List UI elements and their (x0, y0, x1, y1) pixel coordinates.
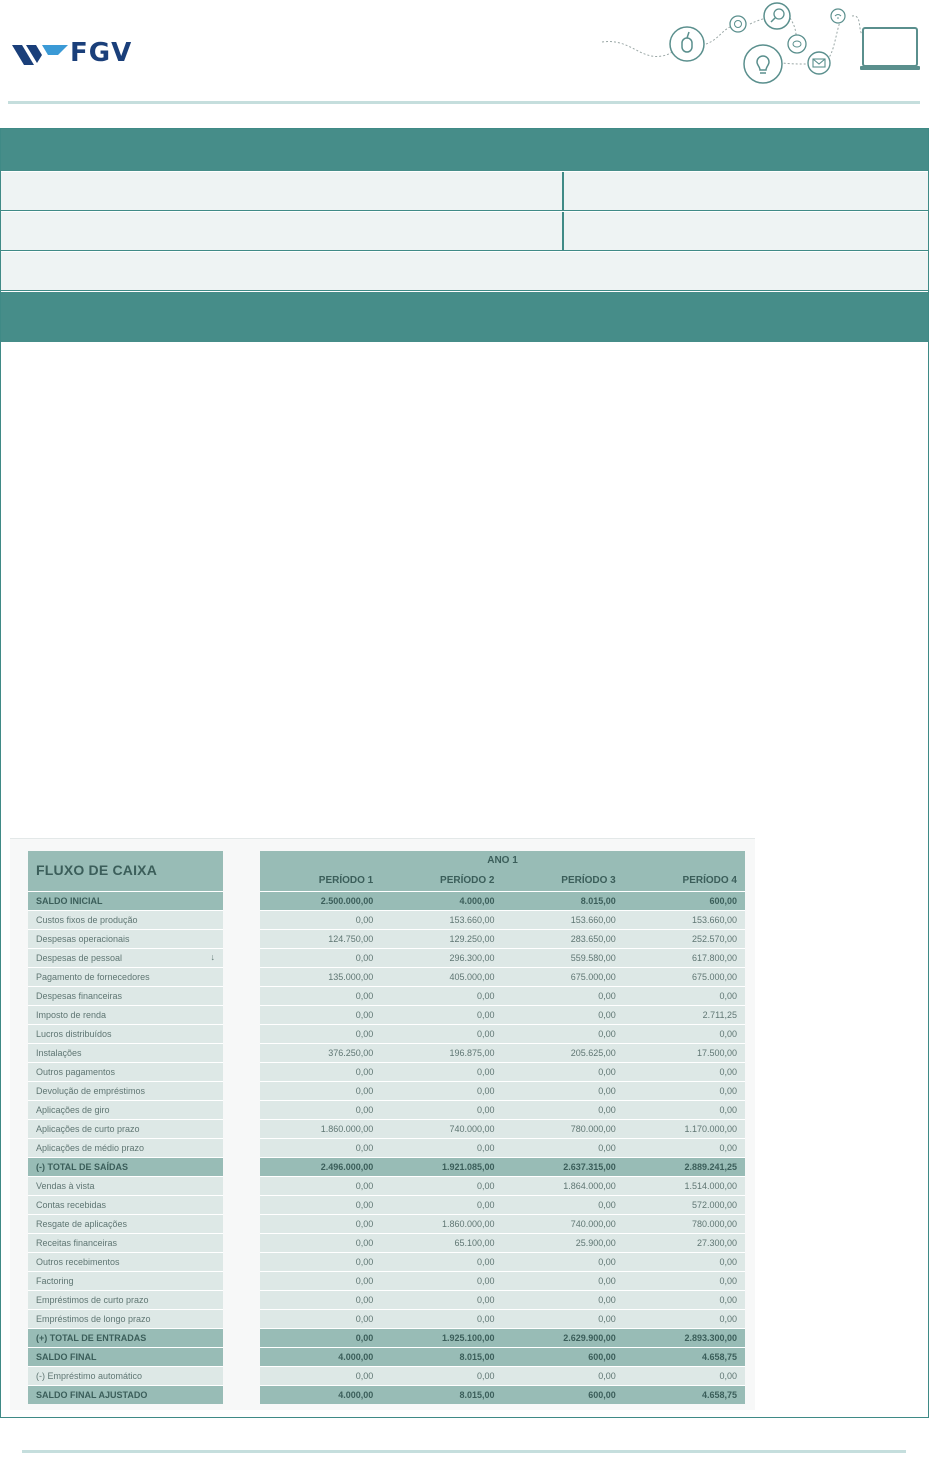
row-label-text: Imposto de renda (36, 1010, 107, 1020)
lightbulb-icon (744, 45, 782, 83)
cash-flow-row-values (260, 891, 745, 910)
cash-flow-cell: 0,00 (355, 1200, 374, 1210)
cash-flow-row-label (28, 1309, 223, 1328)
cash-flow-cell: 0,00 (476, 1200, 495, 1210)
cash-flow-row-label (28, 1157, 223, 1176)
cash-flow-cell: 0,00 (355, 1238, 374, 1248)
cash-flow-cell: 0,00 (598, 1029, 616, 1039)
row-label-text: (-) Empréstimo automático (36, 1371, 143, 1381)
form-row[interactable] (1, 211, 928, 251)
cash-flow-cell: 0,00 (476, 1371, 495, 1381)
cash-flow-row-values (260, 1385, 745, 1404)
form-row-divider (562, 212, 564, 251)
cash-flow-cell: 1.860.000,00 (441, 1219, 495, 1229)
cash-flow-row-values (260, 1290, 745, 1309)
cash-flow-row-label (28, 986, 223, 1005)
footer-divider (22, 1450, 906, 1453)
period-header: PERÍODO 2 (440, 875, 495, 886)
cash-flow-row-values (260, 1233, 745, 1252)
row-label-text: Lucros distribuídos (36, 1029, 112, 1039)
cash-flow-cell: 0,00 (476, 1181, 495, 1191)
cash-flow-row-values (260, 967, 745, 986)
cash-flow-cell: 0,00 (355, 1371, 374, 1381)
cash-flow-cell: 0,00 (355, 1067, 374, 1077)
cash-flow-cell: 153.660,00 (449, 915, 495, 925)
cash-flow-row-values (260, 1024, 745, 1043)
cash-flow-cell: 0,00 (598, 1257, 616, 1267)
cash-flow-row-values (260, 1081, 745, 1100)
cash-flow-cell: 0,00 (476, 1276, 495, 1286)
cash-flow-cell: 0,00 (598, 1200, 616, 1210)
cash-flow-cell: 0,00 (719, 991, 737, 1001)
cash-flow-cell: 0,00 (719, 1143, 737, 1153)
cash-flow-cell: 4.658,75 (701, 1390, 737, 1400)
cash-flow-cell: 2.500.000,00 (320, 896, 374, 906)
cash-flow-title: FLUXO DE CAIXA (28, 851, 223, 891)
cash-flow-cell: 0,00 (598, 1105, 616, 1115)
cash-flow-row-label (28, 1271, 223, 1290)
cash-flow-cell: 0,00 (598, 1314, 616, 1324)
cash-flow-row-label (28, 1119, 223, 1138)
cash-flow-row-label (28, 910, 223, 929)
cash-flow-cell: 4.000,00 (338, 1352, 374, 1362)
cash-flow-row-label (28, 1043, 223, 1062)
cash-flow-row-values (260, 1176, 745, 1195)
cash-flow-cell: 0,00 (476, 1314, 495, 1324)
cash-flow-cell: 2.893.300,00 (684, 1333, 737, 1343)
row-label-text: Pagamento de fornecedores (36, 972, 150, 982)
cash-flow-row-label (28, 1290, 223, 1309)
cash-flow-row-label (28, 948, 223, 967)
cash-flow-row-values (260, 1366, 745, 1385)
cash-flow-row-label (28, 1081, 223, 1100)
cash-flow-row-values (260, 1157, 745, 1176)
cash-flow-cell: 27.300,00 (696, 1238, 737, 1248)
row-label-text: (+) TOTAL DE ENTRADAS (36, 1333, 147, 1343)
cash-flow-row-values (260, 948, 745, 967)
cash-flow-values (260, 851, 745, 1404)
row-label-text: Resgate de aplicações (36, 1219, 128, 1229)
row-label-text: SALDO FINAL AJUSTADO (36, 1390, 148, 1400)
form-row[interactable] (1, 171, 928, 211)
cash-flow-cell: 25.900,00 (575, 1238, 616, 1248)
cash-flow-cell: 1.170.000,00 (684, 1124, 737, 1134)
cash-flow-cell: 196.875,00 (449, 1048, 495, 1058)
cash-flow-cell: 0,00 (476, 1067, 495, 1077)
row-label-text: Empréstimos de curto prazo (36, 1295, 149, 1305)
cash-flow-row-values (260, 1309, 745, 1328)
cash-flow-row-values (260, 1119, 745, 1138)
cash-flow-row-values (260, 1100, 745, 1119)
cash-flow-cell: 0,00 (719, 1276, 737, 1286)
cash-flow-cell: 0,00 (719, 1295, 737, 1305)
cash-flow-cell: 780.000,00 (570, 1124, 616, 1134)
cash-flow-labels (28, 851, 223, 1404)
cash-flow-cell: 0,00 (719, 1105, 737, 1115)
cash-flow-cell: 0,00 (719, 1029, 737, 1039)
cash-flow-cell: 205.625,00 (570, 1048, 616, 1058)
cash-flow-cell: 0,00 (598, 1086, 616, 1096)
cash-flow-row-label (28, 1252, 223, 1271)
monitor-icon (860, 28, 920, 70)
cash-flow-row-label (28, 1005, 223, 1024)
cash-flow-row-values (260, 1062, 745, 1081)
cash-flow-row-values (260, 1214, 745, 1233)
cash-flow-cell: 0,00 (355, 1105, 374, 1115)
form-row-full[interactable] (1, 251, 928, 291)
cash-flow-cell: 1.921.085,00 (441, 1162, 495, 1172)
row-label-text: Outros pagamentos (36, 1067, 116, 1077)
cash-flow-cell: 2.496.000,00 (320, 1162, 374, 1172)
cash-flow-cell: 153.660,00 (691, 915, 737, 925)
cash-flow-cell: 0,00 (355, 915, 374, 925)
cash-flow-cell: 17.500,00 (696, 1048, 737, 1058)
cash-flow-cell: 0,00 (719, 1314, 737, 1324)
row-label-text: Despesas operacionais (36, 934, 130, 944)
cash-flow-table-image (10, 838, 755, 1410)
cash-flow-row-values (260, 1328, 745, 1347)
cash-flow-cell: 0,00 (719, 1371, 737, 1381)
cash-flow-cell: 4.658,75 (701, 1352, 737, 1362)
cash-flow-row-values (260, 1195, 745, 1214)
cash-flow-row-label (28, 1366, 223, 1385)
cash-flow-cell: 0,00 (355, 1276, 374, 1286)
cash-flow-row-label (28, 1062, 223, 1081)
cash-flow-cell: 0,00 (598, 1010, 616, 1020)
cash-flow-row-values (260, 1252, 745, 1271)
cash-flow-cell: 8.015,00 (580, 896, 616, 906)
cash-flow-cell: 0,00 (598, 1295, 616, 1305)
cash-flow-cell: 1.864.000,00 (563, 1181, 616, 1191)
cash-flow-cell: 0,00 (476, 1086, 495, 1096)
header-decoration (600, 0, 929, 100)
cash-flow-cell: 135.000,00 (328, 972, 374, 982)
cash-flow-row-label (28, 1100, 223, 1119)
cash-flow-cell: 0,00 (598, 991, 616, 1001)
cash-flow-cell: 129.250,00 (449, 934, 495, 944)
cash-flow-cell: 0,00 (355, 991, 374, 1001)
cash-flow-cell: 617.800,00 (691, 953, 737, 963)
cash-flow-cell: 0,00 (719, 1086, 737, 1096)
cash-flow-row-values (260, 929, 745, 948)
cash-flow-row-values (260, 1005, 745, 1024)
cash-flow-row-label (28, 1233, 223, 1252)
cash-flow-cell: 0,00 (355, 1257, 374, 1267)
search-icon (764, 3, 790, 29)
row-label-text: (-) TOTAL DE SAÍDAS (36, 1162, 128, 1172)
cash-flow-row-label (28, 891, 223, 910)
cash-flow-cell: 1.514.000,00 (684, 1181, 737, 1191)
cash-flow-cell: 2.629.900,00 (563, 1333, 616, 1343)
cash-flow-cell: 0,00 (355, 1295, 374, 1305)
cash-flow-cell: 0,00 (598, 1276, 616, 1286)
cash-flow-row-label (28, 967, 223, 986)
cash-flow-cell: 0,00 (355, 1333, 374, 1343)
row-label-text: Outros recebimentos (36, 1257, 120, 1267)
row-label-text: Aplicações de curto prazo (36, 1124, 140, 1134)
cash-flow-cell: 0,00 (355, 1029, 374, 1039)
mouse-icon (670, 27, 704, 61)
cash-flow-row-values (260, 1138, 745, 1157)
year-header: ANO 1 (260, 851, 745, 871)
cash-flow-row-label (28, 1024, 223, 1043)
cash-flow-cell: 1.860.000,00 (320, 1124, 374, 1134)
row-label-text: Aplicações de giro (36, 1105, 110, 1115)
cash-flow-cell: 0,00 (355, 1143, 374, 1153)
cash-flow-cell: 740.000,00 (449, 1124, 495, 1134)
row-label-text: Custos fixos de produção (36, 915, 138, 925)
fgv-logo-mark (12, 39, 68, 67)
cash-flow-cell: 675.000,00 (570, 972, 616, 982)
row-label-text: Despesas financeiras (36, 991, 123, 1001)
row-label-text: Despesas de pessoal (36, 953, 123, 963)
period-header: PERÍODO 3 (561, 875, 616, 886)
row-label-text: Devolução de empréstimos (36, 1086, 146, 1096)
cash-flow-row-label (28, 929, 223, 948)
cash-flow-cell: 153.660,00 (570, 915, 616, 925)
period-header: PERÍODO 1 (318, 875, 374, 886)
page-header (0, 0, 929, 100)
cash-flow-cell: 740.000,00 (570, 1219, 616, 1229)
cash-flow-cell: 0,00 (355, 1219, 374, 1229)
row-label-text: SALDO FINAL (36, 1352, 97, 1362)
cash-flow-row-label (28, 1328, 223, 1347)
cash-flow-row-label (28, 1176, 223, 1195)
cash-flow-cell: 296.300,00 (449, 953, 495, 963)
cash-flow-cell: 0,00 (476, 1295, 495, 1305)
fgv-logo (12, 38, 132, 68)
cash-flow-cell: 780.000,00 (691, 1219, 737, 1229)
cash-flow-cell: 1.925.100,00 (441, 1333, 495, 1343)
cash-flow-row-label (28, 1347, 223, 1366)
row-label-text: Aplicações de médio prazo (36, 1143, 145, 1153)
wifi-icon (831, 9, 845, 23)
cash-flow-cell: 572.000,00 (691, 1200, 737, 1210)
play-icon (730, 16, 746, 32)
period-header-row (260, 871, 745, 891)
cash-flow-row-values (260, 1347, 745, 1366)
cash-flow-cell: 0,00 (719, 1257, 737, 1267)
cash-flow-cell: 0,00 (355, 1010, 374, 1020)
form-row-divider (562, 172, 564, 211)
row-label-text: Instalações (36, 1048, 82, 1058)
cash-flow-cell: 2.711,25 (702, 1010, 737, 1020)
cash-flow-cell: 376.250,00 (328, 1048, 374, 1058)
cash-flow-cell: 124.750,00 (328, 934, 374, 944)
cash-flow-row-values (260, 1043, 745, 1062)
cash-flow-cell: 0,00 (476, 1029, 495, 1039)
cash-flow-cell: 0,00 (476, 1257, 495, 1267)
chat-icon (788, 35, 806, 53)
cash-flow-cell: 600,00 (709, 896, 737, 906)
cash-flow-row-label (28, 1214, 223, 1233)
cash-flow-row-values (260, 986, 745, 1005)
mail-icon (808, 52, 830, 74)
cash-flow-cell: 0,00 (476, 1105, 495, 1115)
cash-flow-row-values (260, 910, 745, 929)
row-label-text: Contas recebidas (36, 1200, 107, 1210)
cash-flow-row-values (260, 1271, 745, 1290)
cash-flow-cell: 0,00 (476, 1143, 495, 1153)
row-label-text: Vendas à vista (36, 1181, 95, 1191)
cash-flow-cell: 0,00 (598, 1143, 616, 1153)
cash-flow-cell: 4.000,00 (338, 1390, 374, 1400)
row-label-text: SALDO INICIAL (36, 896, 103, 906)
cash-flow-cell: 0,00 (598, 1067, 616, 1077)
form-section-header (1, 129, 928, 171)
cash-flow-row-label (28, 1138, 223, 1157)
cash-flow-cell: 2.889.241,25 (684, 1162, 737, 1172)
cash-flow-cell: 600,00 (588, 1352, 616, 1362)
sort-arrow-icon: ↓ (210, 952, 215, 962)
cash-flow-cell: 0,00 (355, 1314, 374, 1324)
content-section-header (1, 292, 928, 342)
row-label-text: Factoring (36, 1276, 74, 1286)
cash-flow-cell: 0,00 (355, 1086, 374, 1096)
period-header: PERÍODO 4 (682, 875, 737, 886)
cash-flow-cell: 0,00 (476, 991, 495, 1001)
cash-flow-cell: 600,00 (588, 1390, 616, 1400)
cash-flow-row-label (28, 1195, 223, 1214)
cash-flow-cell: 675.000,00 (691, 972, 737, 982)
cash-flow-cell: 8.015,00 (459, 1390, 495, 1400)
row-label-text: Receitas financeiras (36, 1238, 118, 1248)
cash-flow-cell: 8.015,00 (459, 1352, 495, 1362)
cash-flow-cell: 0,00 (719, 1067, 737, 1077)
cash-flow-cell: 65.100,00 (454, 1238, 495, 1248)
cash-flow-cell: 2.637.315,00 (563, 1162, 616, 1172)
logo-text: FGV (70, 38, 133, 68)
cash-flow-cell: 0,00 (598, 1371, 616, 1381)
cash-flow-cell: 405.000,00 (449, 972, 495, 982)
cash-flow-cell: 252.570,00 (691, 934, 737, 944)
row-label-text: Empréstimos de longo prazo (36, 1314, 151, 1324)
cash-flow-cell: 559.580,00 (570, 953, 616, 963)
header-divider (8, 101, 920, 104)
cash-flow-cell: 0,00 (476, 1010, 495, 1020)
cash-flow-cell: 0,00 (355, 1181, 374, 1191)
cash-flow-cell: 283.650,00 (570, 934, 616, 944)
cash-flow-row-label (28, 1385, 223, 1404)
cash-flow-cell: 4.000,00 (459, 896, 495, 906)
cash-flow-cell: 0,00 (355, 953, 374, 963)
